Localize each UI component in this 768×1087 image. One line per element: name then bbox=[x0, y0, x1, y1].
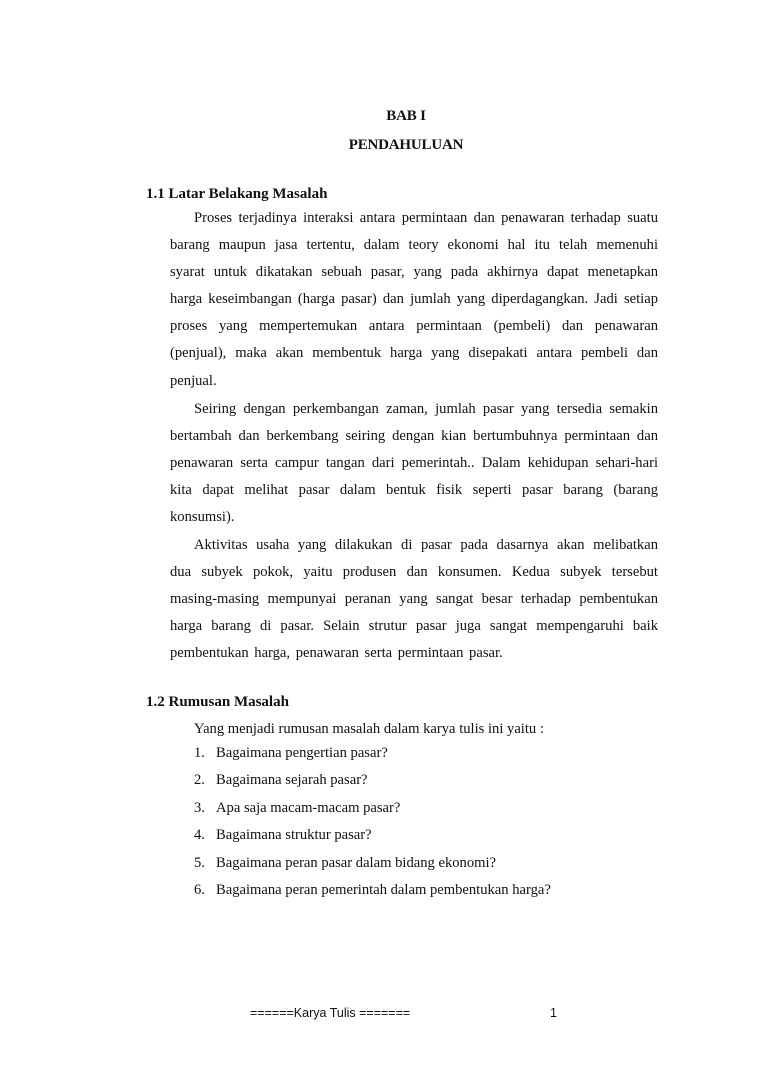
chapter-number: BAB I bbox=[386, 108, 426, 124]
list-text: Bagaimana sejarah pasar? bbox=[216, 772, 368, 789]
list-item bbox=[194, 772, 551, 799]
list-number: 3. bbox=[194, 799, 205, 816]
list-item bbox=[194, 855, 551, 882]
list-text: Bagaimana struktur pasar? bbox=[216, 827, 372, 844]
paragraph-background-1: Proses terjadinya interaksi antara permintaan dan penawaran terhadap suatu barang maupun jasa tertentu, dalam teory ekonomi hal itu telah memenuhi syarat untuk dikatakan sebuah pasar, yang pada akhirnya dapat menetapkan harga keseimbangan (harga pasar) dan jumlah yang diperdagangkan. Jadi setiap proses yang mempertemukan antara permintaan (pembeli) dan penawaran (penjual), maka akan membentuk harga yang disepakati antara pembeli dan penjual. bbox=[170, 210, 658, 389]
chapter-title: PENDAHULUAN bbox=[348, 137, 464, 153]
list-number: 4. bbox=[194, 827, 205, 844]
section-heading-background: 1.1 Latar Belakang Masalah bbox=[146, 186, 328, 202]
footer-label: ======Karya Tulis ======= bbox=[250, 1006, 411, 1020]
list-number: 2. bbox=[194, 772, 205, 789]
list-number: 6. bbox=[194, 881, 205, 898]
list-text: Bagaimana pengertian pasar? bbox=[216, 745, 388, 761]
list-item bbox=[194, 882, 551, 909]
question-list bbox=[194, 745, 551, 909]
problem-intro: Yang menjadi rumusan masalah dalam karya tulis ini yaitu : bbox=[194, 721, 544, 737]
paragraph-background-2: Seiring dengan perkembangan zaman, jumlah pasar yang tersedia semakin bertambah dan berkembang seiring dengan kian bertumbuhnya permintaan dan penawaran serta campur tangan dari pemerintah.. Dalam kehidupan sehari-hari kita dapat melihat pasar dalam bentuk fisik seperti pasar barang (barang konsumsi). bbox=[170, 401, 658, 526]
list-number: 5. bbox=[194, 854, 205, 871]
list-number: 1. bbox=[194, 745, 205, 761]
list-text: Apa saja macam-macam pasar? bbox=[216, 799, 401, 816]
section-heading-problem: 1.2 Rumusan Masalah bbox=[146, 694, 289, 710]
page-number: 1 bbox=[550, 1006, 557, 1020]
paragraph-background-3: Aktivitas usaha yang dilakukan di pasar pada dasarnya akan melibatkan dua subyek pokok, yaitu produsen dan konsumen. Kedua subyek tersebut masing-masing mempunyai peranan yang sangat besar terhadap pembentukan harga barang di pasar. Selain strutur pasar juga sangat mempengaruhi baik pembentukan harga, penawaran serta permintaan pasar. bbox=[170, 537, 658, 662]
list-item bbox=[194, 745, 551, 772]
list-item bbox=[194, 827, 551, 854]
list-text: Bagaimana peran pasar dalam bidang ekonomi? bbox=[216, 854, 497, 871]
list-item bbox=[194, 800, 551, 827]
list-text: Bagaimana peran pemerintah dalam pembentukan harga? bbox=[216, 881, 551, 898]
